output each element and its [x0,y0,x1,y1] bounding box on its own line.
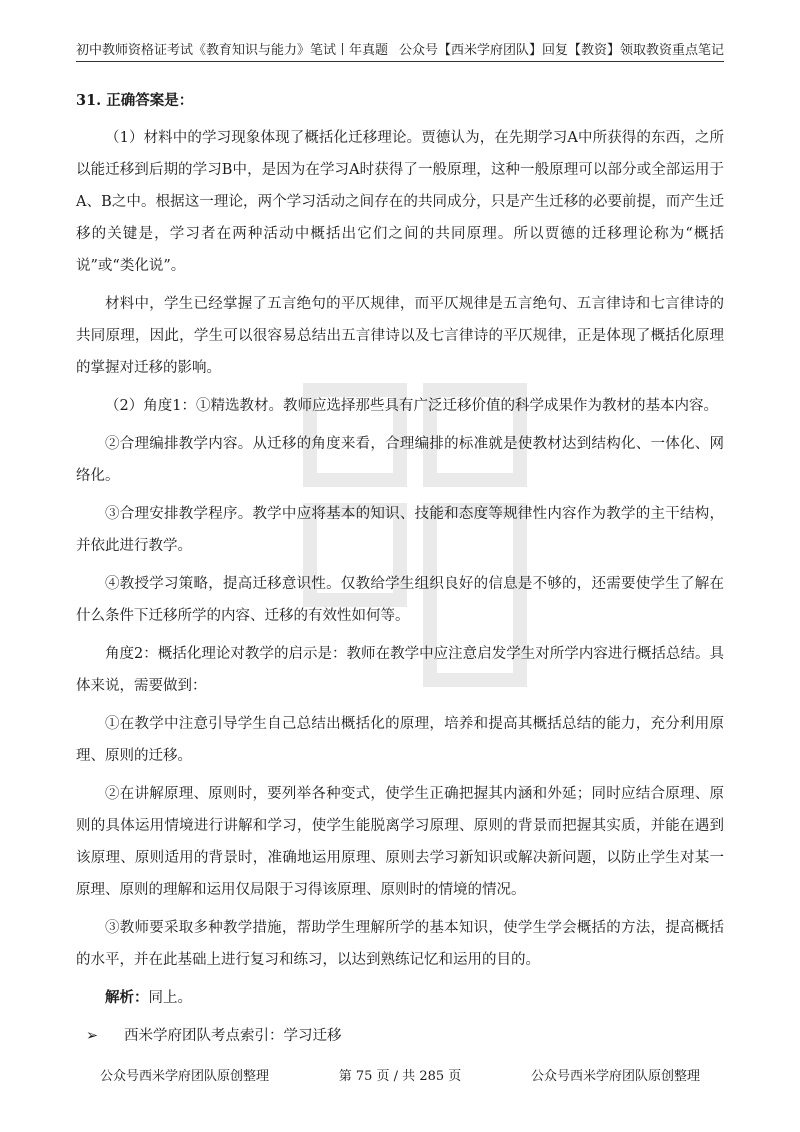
arrow-bullet-icon: ➢ [86,1028,99,1044]
answer-paragraph-6: ④教授学习策略，提高迁移意识性。仅教给学生组织良好的信息是不够的，还需要使学生了解在什么条件下迁移所学的内容、迁移的有效性如何等。 [76,576,724,624]
answer-paragraph-10: ③教师要采取多种教学措施，帮助学生理解所学的基本知识，使学生学会概括的方法，提高概括的水平，并在此基础上进行复习和练习，以达到熟练记忆和运用的目的。 [76,920,724,968]
page-header [76,36,724,62]
footer-left-text: 公众号西米学府团队原创整理 [100,1069,270,1084]
page-number: 第 75 页 / 共 285 页 [338,1069,462,1084]
answer-paragraph-3: （2）角度1：①精选教材。教师应选择那些具有广泛迁移价值的科学成果作为教材的基本内容。 [105,398,718,414]
answer-paragraph-2: 材料中，学生已经掌握了五言绝句的平仄规律，而平仄规律是五言绝句、五言律诗和七言律诗的共同原理，因此，学生可以很容易总结出五言律诗以及七言律诗的平仄规律，正是体现了概括化原理的掌握对迁移的影响。 [76,296,724,376]
page-content [76,90,724,1052]
answer-paragraph-5: ③合理安排教学程序。教学中应将基本的知识、技能和态度等规律性内容作为教学的主干结构，并依此进行教学。 [76,506,724,554]
answer-paragraph-9: ②在讲解原理、原则时，要列举各种变式，使学生正确把握其内涵和外延；同时应结合原理、原则的具体运用情境进行讲解和学习，使学生能脱离学习原理、原则的背景而把握其实质，并能在遇到该原理、原则适用的背景时，准确地运用原理、原则去学习新知识或解决新问题，以防止学生对某一原理、原则的理解和运用仅局限于习得该原理、原则时的情境的情况。 [76,786,724,898]
analysis-line [76,982,724,1014]
answer-paragraph-7: 角度2：概括化理论对教学的启示是：教师在教学中应注意启发学生对所学内容进行概括总结。具体来说，需要做到： [76,646,724,694]
header-right-text: 公众号【西米学府团队】回复【教资】领取教资重点笔记 [398,43,724,58]
answer-paragraph-4: ②合理编排教学内容。从迁移的角度来看，合理编排的标准就是使教材达到结构化、一体化、网络化。 [76,436,724,484]
topic-index-line [76,1020,724,1052]
page-footer [100,1065,700,1084]
header-left-text: 初中教师资格证考试《教育知识与能力》笔试丨年真题 [76,43,389,58]
answer-paragraph-1: （1）材料中的学习现象体现了概括化迁移理论。贾德认为，在先期学习A中所获得的东西，之所以能迁移到后期的学习B中，是因为在学习A时获得了一般原理，这种一般原理可以部分或全部运用于A、B之中。根据这一理论，两个学习活动之间存在的共同成分，只是产生迁移的必要前提，而产生迁移的关键是，学习者在两种活动中概括出它们之间的共同原理。所以贾德的迁移理论称为“概括说”或“类化说”。 [76,130,724,274]
footer-right-text: 公众号西米学府团队原创整理 [530,1069,700,1084]
question-title: 31. 正确答案是： [76,92,194,109]
answer-paragraph-8: ①在教学中注意引导学生自己总结出概括化的原理，培养和提高其概括总结的能力，充分利用原理、原则的迁移。 [76,716,724,764]
topic-index-text: 西米学府团队考点索引：学习迁移 [124,1028,342,1044]
analysis-label: 解析： [105,989,149,1006]
analysis-text: 同上。 [148,990,192,1006]
